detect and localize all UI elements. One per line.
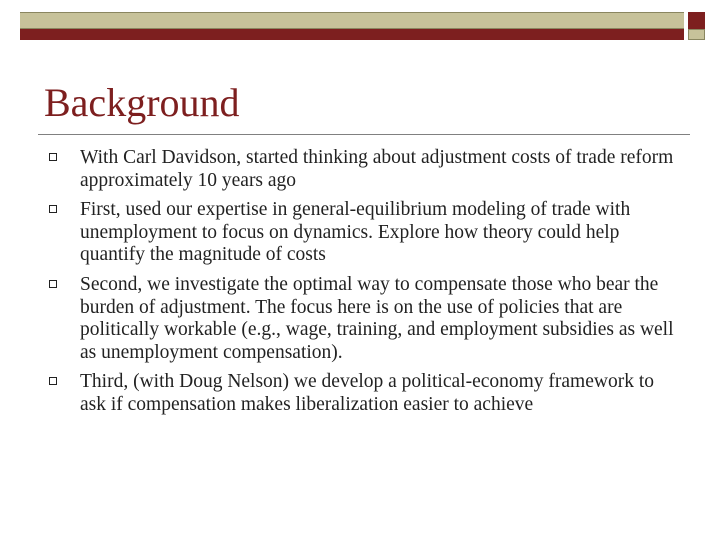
bullet-text: First, used our expertise in general-equilibrium modeling of trade with unemployment to focus on dynamics. Explore how theory could help quantify the magnitude of costs (80, 199, 631, 266)
bullet-item (44, 371, 680, 416)
header-decor-corner-olive (688, 29, 705, 40)
bullet-text: With Carl Davidson, started thinking about adjustment costs of trade reform approximately 10 years ago (80, 147, 674, 191)
header-decor-band-olive (20, 12, 684, 29)
hollow-square-icon (49, 280, 57, 288)
title-divider (38, 134, 690, 135)
header-decor-band-maroon (20, 29, 684, 40)
bullet-text: Second, we investigate the optimal way to compensate those who bear the burden of adjustment. The focus here is on the use of policies that are politically workable (e.g., wage, training, and employment subsidies as well as unemployment compensation). (80, 273, 674, 363)
hollow-square-icon (49, 377, 57, 385)
header-decor-corner-maroon (688, 12, 705, 29)
hollow-square-icon (49, 153, 57, 161)
bullet-list (44, 147, 680, 424)
hollow-square-icon (49, 205, 57, 213)
slide-title: Background (44, 80, 240, 125)
bullet-item (44, 147, 680, 192)
bullet-item (44, 274, 680, 364)
bullet-item (44, 199, 680, 267)
bullet-text: Third, (with Doug Nelson) we develop a political-economy framework to ask if compensation makes liberalization easier to achieve (80, 371, 655, 415)
